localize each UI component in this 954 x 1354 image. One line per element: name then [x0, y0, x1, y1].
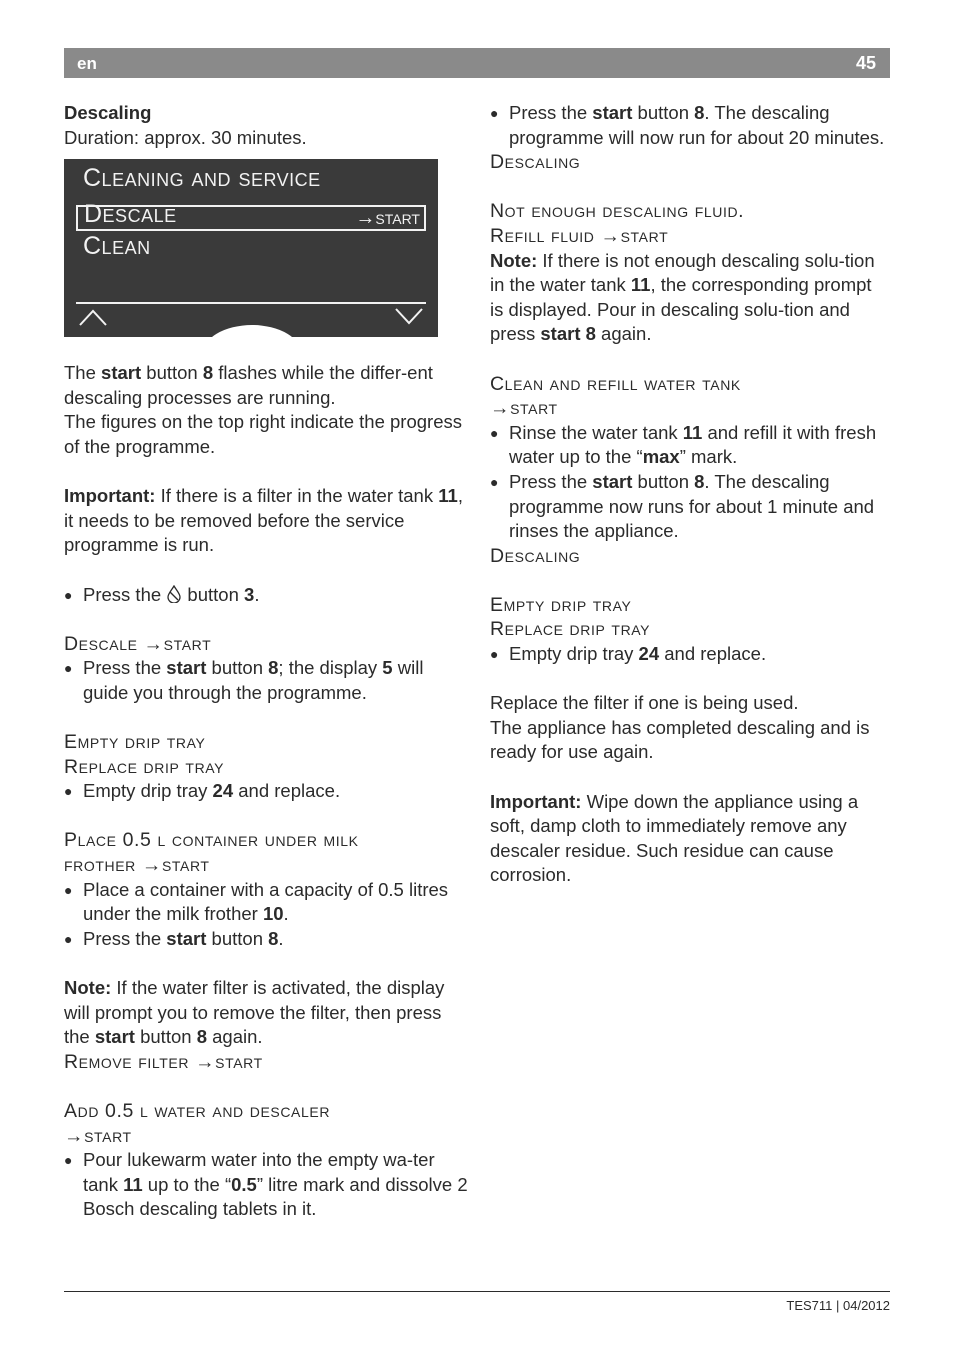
display-msg-clean-start: →start	[490, 397, 558, 420]
duration-text: Duration: approx. 30 minutes.	[64, 126, 307, 148]
display-divider	[76, 302, 426, 304]
bullet-press-start-4: ● Press the start button 8. The descaling programme now runs for about 1 minute and rinses the appliance.	[490, 470, 890, 544]
bullet-rinse-tank: ● Rinse the water tank 11 and refill it with fresh water up to the “max” mark.	[490, 421, 890, 470]
paragraph-flashing: The start button 8 flashes while the differ-ent descaling processes are running.	[64, 362, 433, 408]
note-not-enough-fluid: Note: If there is not enough descaling solu-tion in the water tank 11, the corresponding prompt is displayed. Pour in descaling solu-tion and press start 8 again.	[490, 249, 875, 345]
display-msg-refill-fluid: Refill fluid →start	[490, 224, 669, 247]
important-wipe: Important: Wipe down the appliance using a soft, damp cloth to immediately remove any descaler residue. Such residue can cause corrosion.	[490, 790, 859, 886]
display-msg-place-container: Place 0.5 l container under milk	[64, 829, 359, 852]
bullet-pour-water: ● Pour lukewarm water into the empty wa-ter tank 11 up to the “0.5” litre mark and dissolve 2 Bosch descaling tablets in it.	[64, 1148, 468, 1222]
bullet-place-container: ● Place a container with a capacity of 0.5 litres under the milk frother 10.	[64, 878, 468, 927]
machine-display-illustration	[64, 159, 438, 337]
bullet-press-start-3: ● Press the start button 8. The descaling programme will now run for about 20 minutes.	[490, 101, 890, 150]
display-msg-add-start: →start	[64, 1124, 132, 1147]
display-msg-empty-drip-tray-2: Empty drip tray	[490, 593, 632, 616]
section-heading: Descaling	[64, 102, 152, 123]
page-header	[64, 48, 890, 78]
display-msg-descaling: Descaling	[490, 151, 581, 174]
bullet-empty-drip-tray-2: ● Empty drip tray 24 and replace.	[490, 642, 890, 667]
dial-knob	[202, 325, 302, 337]
language-label: en	[77, 54, 97, 73]
display-selected-item: Descale	[84, 200, 177, 229]
right-column	[490, 101, 890, 888]
footer-model-date: TES711 | 04/2012	[786, 1298, 890, 1313]
display-item-clean: Clean	[83, 232, 151, 261]
paragraph-complete: The appliance has completed descaling and is ready for use again.	[490, 716, 870, 763]
display-selected-row	[76, 200, 426, 231]
display-msg-replace-drip-tray: Replace drip tray	[64, 755, 225, 778]
page-number: 45	[855, 53, 876, 73]
bullet-empty-drip-tray: ● Empty drip tray 24 and replace.	[64, 779, 468, 804]
display-msg-remove-filter: Remove filter →start	[64, 1050, 263, 1073]
footer-divider	[64, 1291, 890, 1292]
chevron-down-icon	[394, 307, 424, 327]
paragraph-figures: The figures on the top right indicate the progress of the programme.	[64, 411, 462, 457]
bullet-press-descale-button: ● Press the button 3.	[64, 583, 468, 608]
display-msg-clean-refill: Clean and refill water tank	[490, 372, 741, 395]
chevron-up-icon	[78, 307, 108, 327]
note-water-filter: Note: If the water filter is activated, the display will prompt you to remove the filter, then press the start button 8 again.	[64, 977, 445, 1048]
display-msg-frother-start: frother →start	[64, 854, 210, 877]
display-msg-empty-drip-tray: Empty drip tray	[64, 731, 206, 754]
bullet-press-start: ● Press the start button 8; the display 5 will guide you through the programme.	[64, 656, 468, 705]
display-msg-not-enough-fluid: Not enough descaling fluid.	[490, 200, 745, 223]
display-selected-action: →start	[355, 207, 420, 230]
display-msg-add-water: Add 0.5 l water and descaler	[64, 1100, 331, 1122]
display-msg-descale-start: Descale →start	[64, 632, 212, 655]
display-title: Cleaning and service	[83, 164, 321, 193]
display-msg-replace-drip-tray-2: Replace drip tray	[490, 618, 651, 641]
left-column	[64, 101, 468, 1222]
bullet-press-start-2: ● Press the start button 8.	[64, 927, 468, 952]
paragraph-replace-filter: Replace the filter if one is being used.	[490, 692, 799, 714]
important-filter: Important: If there is a filter in the water tank 11, it needs to be removed before the service programme is run.	[64, 485, 463, 556]
descale-icon	[166, 585, 182, 603]
display-msg-descaling-2: Descaling	[490, 544, 581, 567]
